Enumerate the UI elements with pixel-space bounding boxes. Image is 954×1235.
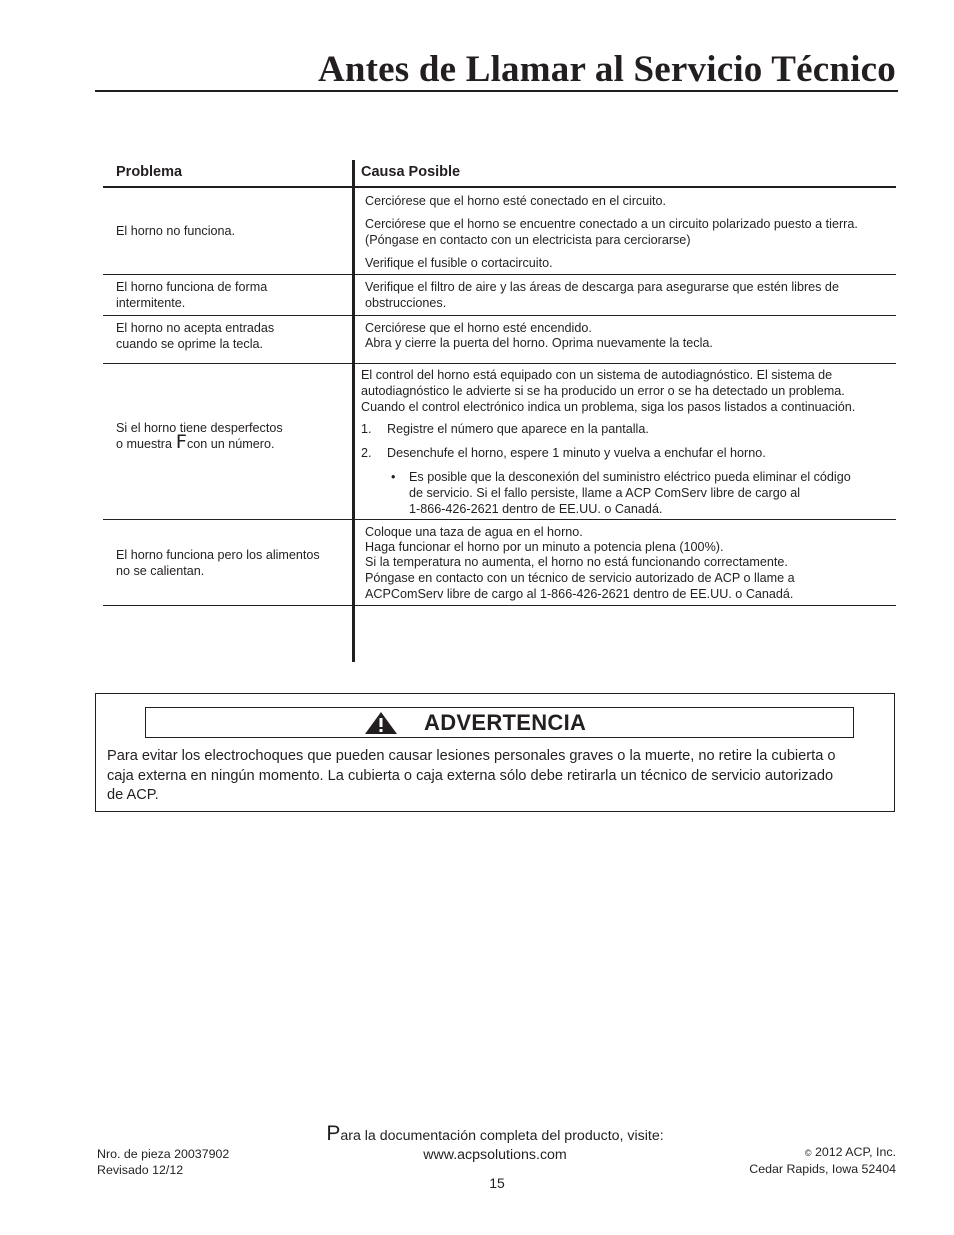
cause-line: (Póngase en contacto con un electricista para cerciorarse) — [365, 233, 691, 247]
bullet-text: de servicio. Si el fallo persiste, llame a ACP ComServ libre de cargo al — [409, 486, 801, 500]
cause-line: Cuando el control electrónico indica un problema, siga los pasos listados a continuación. — [361, 400, 856, 414]
problem-cell — [116, 431, 346, 453]
problem-text: con un número. — [186, 437, 275, 451]
footer-copyright — [749, 1144, 896, 1177]
page-number: 15 — [489, 1175, 505, 1191]
problem-cell: cuando se oprime la tecla. — [116, 337, 264, 351]
bullet-text: Es posible que la desconexión del suministro eléctrico pueda eliminar el código — [409, 470, 851, 484]
problem-cell: El horno no funciona. — [116, 224, 236, 238]
problem-cell: El horno funciona pero los alimentos — [116, 548, 320, 562]
problem-cell: no se calientan. — [116, 564, 205, 578]
footer-doc-info — [250, 1124, 740, 1165]
row-divider — [103, 605, 896, 606]
bullet-icon: • — [391, 470, 396, 484]
problem-cell: Si el horno tiene desperfectos — [116, 421, 283, 435]
warning-text — [107, 747, 889, 806]
doc-text-rest: ara la documentación completa del producto, visite: — [340, 1128, 664, 1144]
page-title: Antes de Llamar al Servicio Técnico — [317, 49, 896, 90]
problem-cell: El horno no acepta entradas — [116, 321, 275, 335]
column-divider — [352, 160, 355, 662]
step-item — [361, 445, 893, 461]
header-cause: Causa Posible — [361, 164, 461, 180]
copyright-symbol: © — [804, 1148, 812, 1158]
address: Cedar Rapids, Iowa 52404 — [749, 1162, 896, 1176]
step-item — [361, 421, 893, 437]
cause-line: Verifique el filtro de aire y las áreas de descarga para asegurarse que estén libres de — [365, 280, 839, 294]
cause-line: ACPComServ libre de cargo al 1-866-426-2621 dentro de EE.UU. o Canadá. — [365, 587, 794, 601]
problem-cell: El horno funciona de forma — [116, 280, 268, 294]
footer-part-info — [97, 1146, 229, 1178]
cause-line: Cerciórese que el horno se encuentre conectado a un circuito polarizado puesto a tierra. — [365, 217, 858, 231]
cause-line: obstrucciones. — [365, 296, 447, 310]
cause-line: Cerciórese que el horno esté conectado en el circuito. — [365, 194, 667, 208]
cause-line: Cerciórese que el horno esté encendido. — [365, 321, 592, 335]
bullet-text: 1-866-426-2621 dentro de EE.UU. o Canadá. — [409, 502, 663, 516]
warning-line: caja externa en ningún momento. La cubierta o caja externa sólo debe retirarla un técnico de servicio autorizado — [107, 767, 834, 784]
warning-line: Para evitar los electrochoques que pueden causar lesiones personales graves o la muerte, no retire la cubierta o — [107, 748, 836, 764]
doc-initial: P — [326, 1122, 341, 1145]
row-divider — [103, 315, 896, 316]
warning-triangle-icon — [364, 711, 398, 735]
problem-text: o muestra — [116, 437, 172, 451]
part-number: Nro. de pieza 20037902 — [97, 1147, 230, 1161]
cause-line: autodiagnóstico le advierte si se ha producido un error o se ha detectado un problema. — [361, 384, 845, 398]
cause-line: Abra y cierre la puerta del horno. Oprima nuevamente la tecla. — [365, 336, 713, 350]
title-rule — [95, 90, 898, 92]
cause-line: El control del horno está equipado con un sistema de autodiagnóstico. El sistema de — [361, 368, 833, 382]
copyright-line — [749, 1144, 896, 1161]
warning-title: ADVERTENCIA — [424, 710, 587, 735]
step-text: Desenchufe el horno, espere 1 minuto y vuelva a enchufar el horno. — [387, 446, 766, 460]
row-divider — [103, 363, 896, 364]
step-number: 1. — [361, 422, 372, 436]
copyright-text: 2012 ACP, Inc. — [814, 1145, 896, 1159]
row-divider — [103, 274, 896, 275]
cause-line: Póngase en contacto con un técnico de servicio autorizado de ACP o llame a — [365, 571, 795, 585]
bullet-item — [361, 469, 893, 517]
revised-date: Revisado 12/12 — [97, 1163, 184, 1177]
header-problem: Problema — [116, 164, 183, 180]
website-link[interactable]: www.acpsolutions.com — [423, 1147, 567, 1163]
step-number: 2. — [361, 446, 372, 460]
step-text: Registre el número que aparece en la pantalla. — [387, 422, 649, 436]
doc-text — [250, 1124, 740, 1146]
warning-line: de ACP. — [107, 787, 159, 803]
cause-line: Haga funcionar el horno por un minuto a potencia plena (100%). — [365, 540, 724, 554]
cause-line: Verifique el fusible o cortacircuito. — [365, 256, 553, 270]
header-rule — [103, 186, 896, 188]
problem-cell: intermitente. — [116, 296, 186, 310]
cause-line: Si la temperatura no aumenta, el horno no está funcionando correctamente. — [365, 555, 788, 569]
error-code-f: F — [175, 431, 187, 453]
cause-line: Coloque una taza de agua en el horno. — [365, 525, 583, 539]
row-divider — [103, 519, 896, 520]
